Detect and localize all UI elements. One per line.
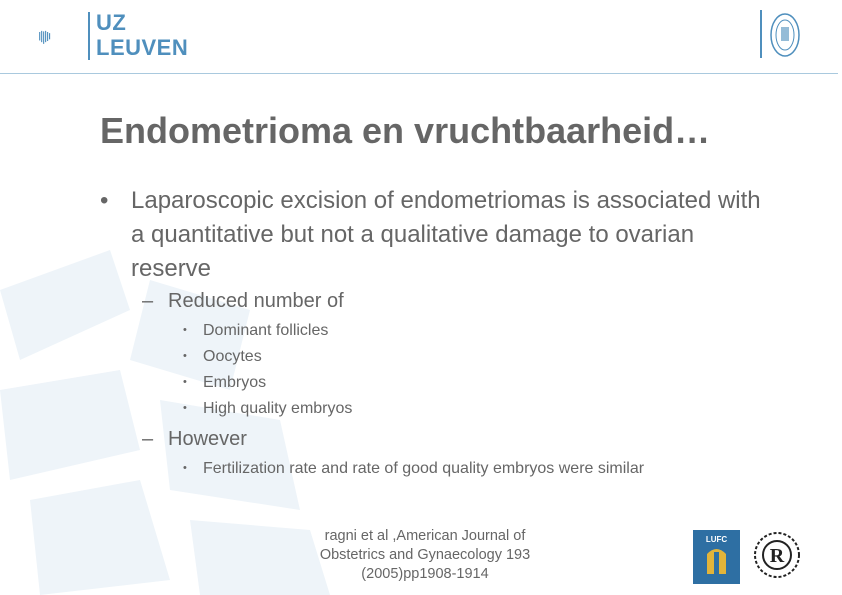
logo-divider [88, 12, 90, 60]
uz-leuven-emblem-icon [38, 10, 86, 65]
sub-point-label: Reduced number of [168, 290, 344, 312]
logo-line-leuven: LEUVEN [96, 35, 189, 60]
bullet-dot: • [183, 350, 187, 362]
dash: – [142, 290, 154, 312]
bullet-dot: • [100, 187, 109, 214]
logo-line-uz: UZ [96, 10, 127, 35]
main-bullet [100, 184, 780, 286]
list-item [183, 374, 266, 392]
lufc-text: LUFC [705, 535, 728, 544]
r-logo-letter: R [769, 545, 785, 567]
sub-point-reduced [142, 290, 344, 313]
bullet-dot: • [183, 324, 187, 336]
main-bullet-text: Laparoscopic excision of endometriomas is associated with a quantitative but not a qualitative damage to ovarian reserve [131, 187, 761, 282]
citation-line: Obstetrics and Gynaecology 193 [319, 547, 531, 563]
bullet-dot: • [183, 376, 187, 388]
sub-point-however [142, 428, 247, 451]
bullet-dot: • [183, 402, 187, 414]
citation-line: (2005)pp1908-1914 [361, 566, 489, 582]
list-item-text: High quality embryos [203, 400, 353, 417]
list-item [183, 348, 262, 366]
ku-leuven-seal-icon [768, 10, 802, 60]
list-item-text: Dominant follicles [203, 322, 329, 339]
lufc-logo [693, 530, 740, 584]
r-logo [752, 527, 802, 583]
list-item-text: Oocytes [203, 348, 262, 365]
citation [300, 527, 550, 584]
seal-divider [760, 10, 762, 58]
sub-point-label: However [168, 428, 247, 450]
list-item-text: Embryos [203, 374, 267, 391]
list-item-text: Fertilization rate and rate of good quality embryos were similar [203, 460, 645, 477]
list-item [183, 460, 644, 478]
dash: – [142, 428, 154, 450]
list-item [183, 400, 352, 418]
slide-title: Endometrioma en vruchtbaarheid… [100, 110, 711, 151]
list-item [183, 322, 328, 340]
header-divider [0, 73, 838, 74]
uz-leuven-logo [96, 10, 188, 60]
citation-line: ragni et al ,American Journal of [324, 528, 526, 544]
bullet-dot: • [183, 462, 187, 474]
